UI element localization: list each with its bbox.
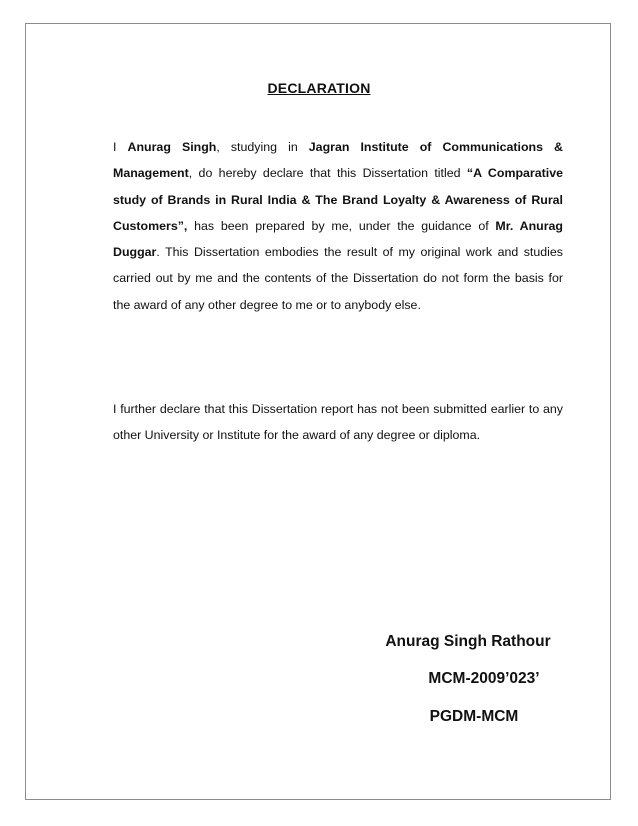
signature-id: MCM-2009’023’	[428, 670, 540, 687]
student-name: Anurag Singh	[127, 140, 217, 154]
dissertation-title: “A Comparative study of Brands in Rural India & The Brand Loyalty & Awareness of Rural Customers”,	[113, 166, 563, 233]
signature-program: PGDM-MCM	[429, 708, 519, 725]
declaration-paragraph	[113, 134, 563, 318]
para1-text-4: has been prepared by me, under the guidance of	[187, 218, 496, 233]
institute-name: Jagran Institute of Communications & Management	[113, 140, 563, 181]
guide-name: Mr. Anurag Duggar	[113, 218, 563, 260]
para1-text-2: , studying in	[216, 140, 309, 154]
page-title: DECLARATION	[267, 80, 371, 96]
further-declaration-paragraph: I further declare that this Dissertation report has not been submitted earlier to any other University or Institute for the award of any degree or diploma.	[113, 402, 563, 443]
signature-name: Anurag Singh Rathour	[385, 633, 551, 650]
para1-text-1: I	[113, 140, 128, 154]
para1-text-3: , do hereby declare that this Dissertation titled	[188, 166, 467, 181]
para1-text-5: . This Dissertation embodies the result of my original work and studies carried out by me and the contents of the Dissertation do not form the basis for the award of any other degree to me or to anybody else.	[113, 245, 563, 312]
